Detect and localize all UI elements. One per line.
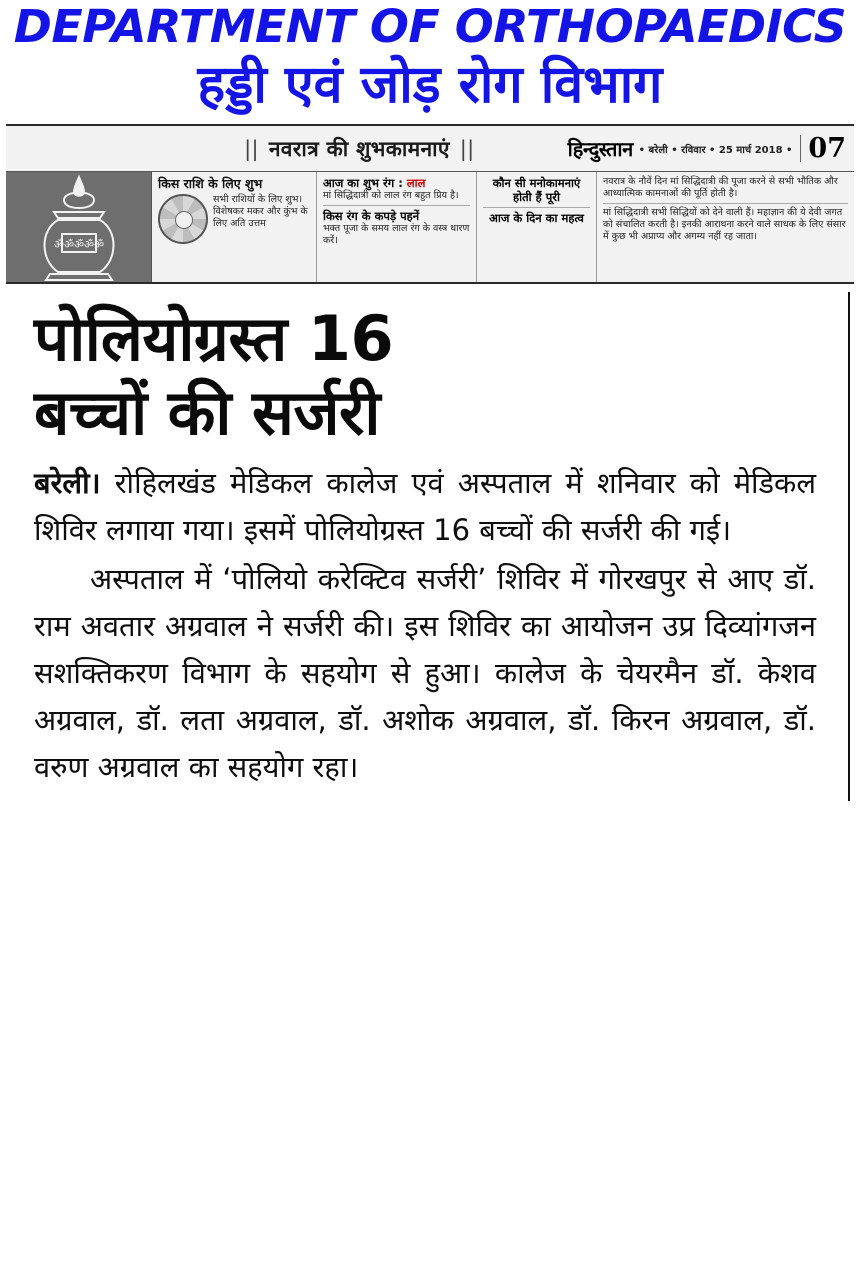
article-paragraph-1	[34, 460, 834, 554]
lucky-color-question	[323, 176, 470, 190]
clip-column-rashi	[152, 172, 317, 284]
article-paragraph-1-text: रोहिलखंड मेडिकल कालेज एवं अस्पताल में शनिवार को मेडिकल शिविर लगाया गया। इसमें पोलियोग्रस्त 16 बच्चों की सर्जरी की गई।	[34, 466, 816, 547]
kalash-illustration	[6, 172, 152, 284]
clip-column-color	[317, 172, 477, 284]
edition-date-line: • बरेली • रविवार • 25 मार्च 2018 •	[638, 144, 793, 156]
festive-greeting-text: नवरात्र की शुभकामनाएं	[268, 136, 450, 161]
lucky-color-value: लाल	[406, 176, 426, 190]
clothes-color-answer: भक्त पूजा के समय लाल रंग के वस्त्र धारण करें।	[323, 223, 470, 246]
article-paragraph-2: अस्पताल में ‘पोलियो करेक्टिव सर्जरी’ शिविर में गोरखपुर से आए डॉ. राम अवतार अग्रवाल ने सर्जरी की। इस शिविर का आयोजन उप्र दिव्यांगजन सशक्तिकरण विभाग के सहयोग से हुआ। कालेज के चेयरमैन डॉ. केशव अग्रवाल, डॉ. लता अग्रवाल, डॉ. अशोक अग्रवाल, डॉ. किरन अग्रवाल, डॉ. वरुण अग्रवाल का सहयोग रहा।	[34, 562, 816, 784]
svg-text:ॐॐॐॐॐ: ॐॐॐॐॐ	[53, 238, 104, 251]
clipping-top-bar	[6, 126, 854, 172]
festive-greeting	[151, 135, 568, 163]
rashi-answer: सभी राशियों के लिए शुभ। विशेषकर मकर और कुंभ के लिए अति उत्तम	[213, 194, 308, 229]
rashi-question: किस राशि के लिए शुभ	[158, 176, 263, 191]
headline-line-2: बच्चों की सर्जरी	[34, 376, 380, 449]
day-significance-answer: मां सिद्धिदात्री सभी सिद्धियों को देने वाली हैं। महाज्ञान की ये देवी जगत को संचालित करती है। इनकी आराधना करने वाले साधक के लिए संसार में कुछ भी अप्राप्य और अगम्य नहीं रह जाता।	[603, 207, 846, 242]
decor-bars-left: ||	[244, 136, 259, 161]
news-article	[0, 284, 860, 791]
divider-3	[603, 203, 848, 204]
clothes-color-question: किस रंग के कपड़े पहनें	[323, 209, 420, 223]
clipping-body	[6, 172, 854, 284]
newspaper-name: हिन्दुस्तान	[567, 137, 633, 161]
article-headline	[34, 302, 834, 450]
day-significance-question: आज के दिन का महत्व	[489, 211, 584, 225]
zodiac-wheel-icon	[158, 194, 208, 244]
masthead	[568, 135, 854, 162]
wishes-question: कौन सी मनोकामनाएं होती हैं पूरी	[492, 176, 581, 204]
divider-2	[483, 207, 590, 208]
clip-column-answers	[597, 172, 854, 284]
decor-bars-right: ||	[459, 136, 475, 161]
article-dateline: बरेली।	[34, 466, 101, 500]
banner-title-english: DEPARTMENT OF ORTHOPAEDICS	[13, 0, 847, 53]
banner-title-hindi: हड्डी एवं जोड़ रोग विभाग	[197, 55, 663, 115]
lucky-color-answer: मां सिद्धिदात्री को लाल रंग बहुत प्रिय है।	[323, 190, 459, 201]
page-number: 07	[800, 135, 846, 162]
newspaper-clipping-strip	[6, 124, 854, 284]
divider	[323, 205, 470, 206]
clip-column-questions	[477, 172, 597, 284]
wishes-answer: नवरात्र के नौवें दिन मां सिद्धिदात्री की पूजा करने से सभी भौतिक और आध्यात्मिक कामनाओं की पूर्ति होती है।	[603, 176, 838, 199]
lucky-color-question-text: आज का शुभ रंग :	[323, 176, 403, 190]
headline-line-1: पोलियोग्रस्त 16	[34, 302, 394, 375]
department-banner	[0, 0, 860, 116]
